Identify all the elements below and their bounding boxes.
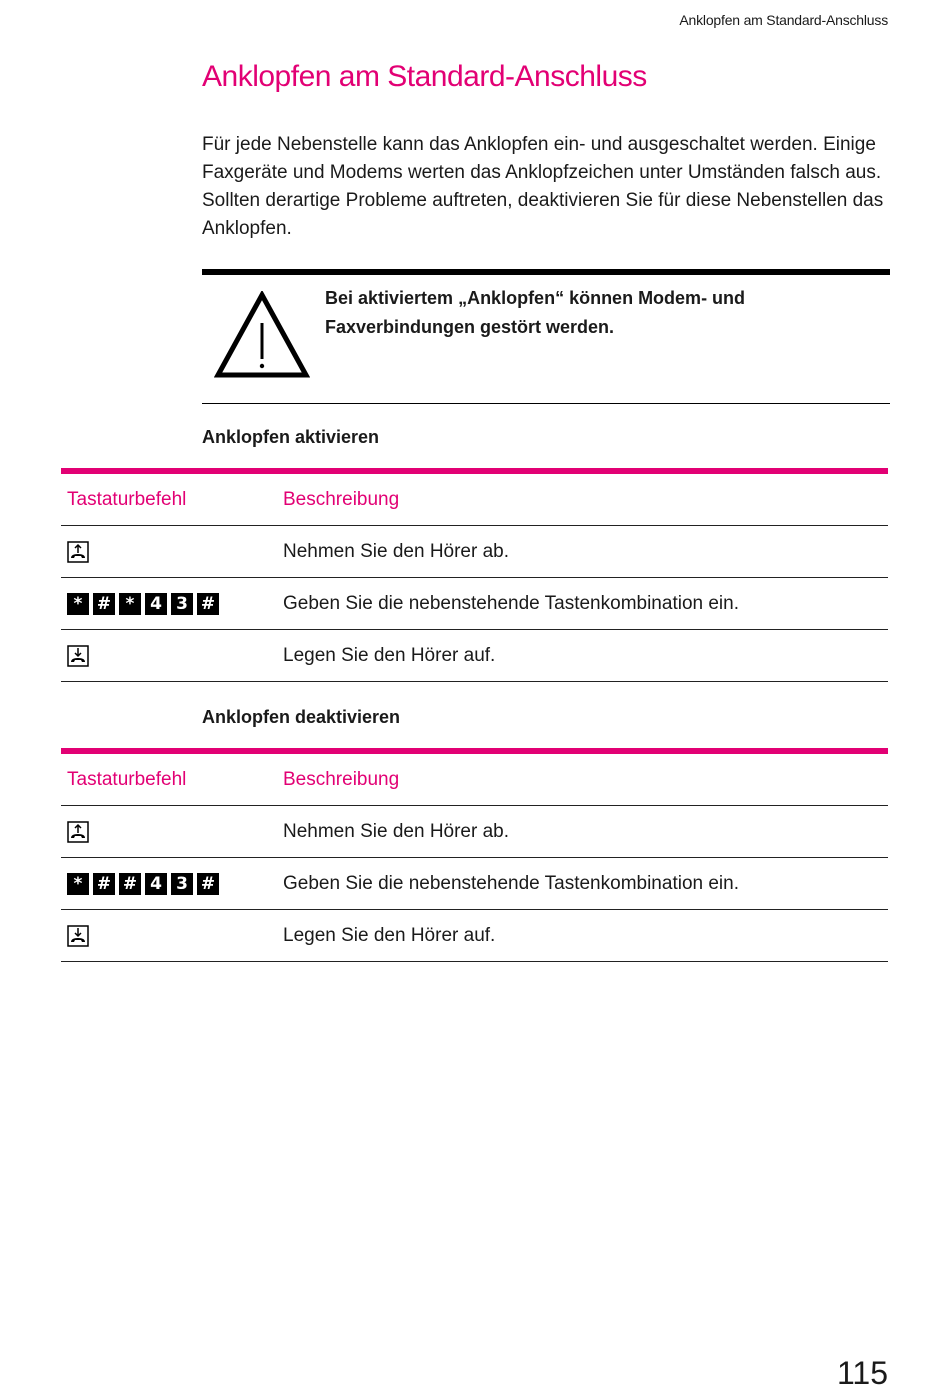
section-heading-activate: Anklopfen aktivieren: [202, 427, 380, 447]
key-sequence: [67, 578, 223, 629]
key-3: 3: [171, 593, 193, 615]
row-description: Legen Sie den Hörer auf.: [283, 645, 496, 666]
handset-lift-icon: [67, 821, 89, 843]
column-header-key: Tastaturbefehl: [67, 489, 187, 510]
warning-text: Bei aktiviertem „Anklopfen“ können Modem- und Faxverbindungen gestört werden.: [325, 288, 746, 337]
table-header-row: [61, 474, 888, 526]
row-description: Geben Sie die nebenstehende Tastenkombination ein.: [283, 593, 739, 614]
row-description: Legen Sie den Hörer auf.: [283, 925, 496, 946]
key-4: 4: [145, 873, 167, 895]
warning-box: [202, 269, 890, 404]
key-star: *: [67, 873, 89, 895]
key-sequence: [67, 858, 223, 909]
deactivate-command-table: [61, 748, 888, 962]
table-row: [61, 858, 888, 910]
handset-hangup-icon: [67, 645, 89, 667]
row-description: Nehmen Sie den Hörer ab.: [283, 541, 510, 562]
key-cell: [67, 806, 89, 857]
table-row: [61, 630, 888, 682]
row-description: Nehmen Sie den Hörer ab.: [283, 821, 510, 842]
key-star: *: [67, 593, 89, 615]
table-header-row: [61, 754, 888, 806]
key-3: 3: [171, 873, 193, 895]
key-hash: #: [93, 873, 115, 895]
key-star: *: [119, 593, 141, 615]
column-header-description: Beschreibung: [283, 769, 400, 790]
handset-lift-icon: [67, 541, 89, 563]
key-cell: [67, 910, 89, 961]
table-row: [61, 526, 888, 578]
key-hash: #: [197, 873, 219, 895]
table-row: [61, 910, 888, 962]
table-row: [61, 578, 888, 630]
activate-command-table: [61, 468, 888, 682]
running-header: Anklopfen am Standard-Anschluss: [679, 12, 888, 28]
column-header-description: Beschreibung: [283, 489, 400, 510]
key-hash: #: [197, 593, 219, 615]
row-description: Geben Sie die nebenstehende Tastenkombination ein.: [283, 873, 739, 894]
key-cell: [67, 630, 89, 681]
handset-hangup-icon: [67, 925, 89, 947]
table-row: [61, 806, 888, 858]
intro-paragraph: Für jede Nebenstelle kann das Anklopfen ein- und ausgeschaltet werden. Einige Faxgeräte und Modems werten das Anklopfzeichen unter Umständen falsch aus. Sollten derartige Probleme auftreten, deaktivieren Sie für diese Nebenstellen das Anklopfen.: [202, 134, 884, 239]
page-title: Anklopfen am Standard-Anschluss: [202, 60, 647, 93]
key-hash: #: [119, 873, 141, 895]
key-4: 4: [145, 593, 167, 615]
key-cell: [67, 526, 89, 577]
warning-triangle-icon: [214, 291, 310, 379]
section-heading-deactivate: Anklopfen deaktivieren: [202, 707, 401, 727]
key-hash: #: [93, 593, 115, 615]
column-header-key: Tastaturbefehl: [67, 769, 187, 790]
page-number: 115: [836, 1355, 888, 1391]
